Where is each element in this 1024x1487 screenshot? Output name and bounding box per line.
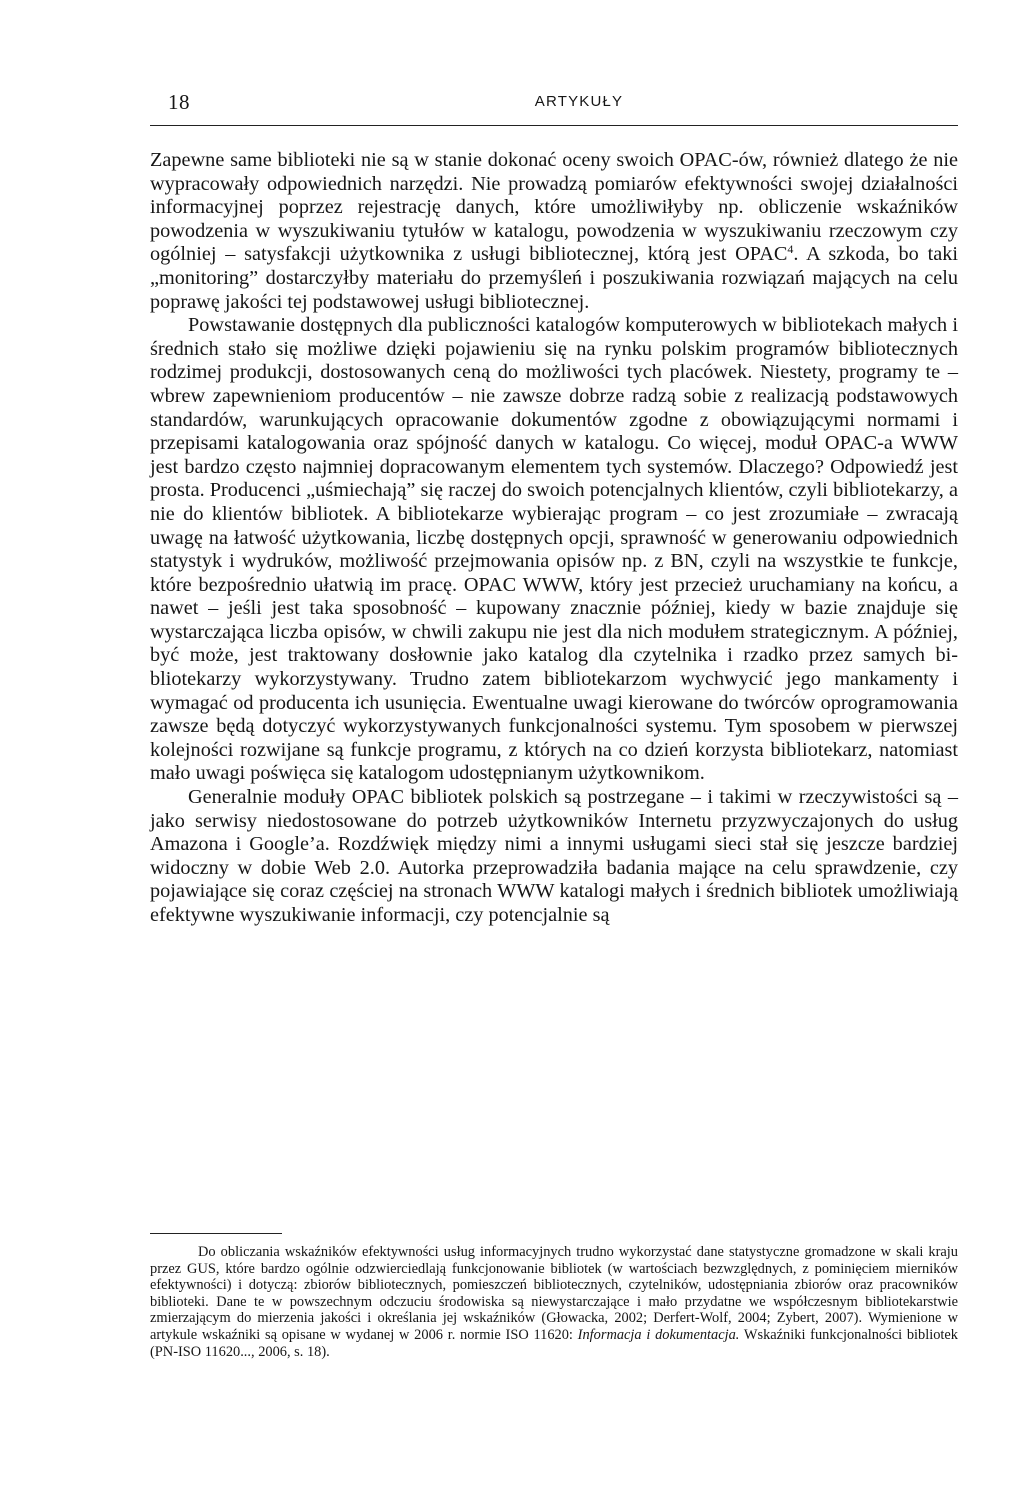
paragraph-1-text-b: . A szkoda, bo taki „monitoring” dostarczyłby materiału do przemyśleń i poszukiwania rozwiązań mających na celu poprawę jakości tej podstawowej usługi bibliotecznej.: [150, 243, 958, 313]
section-title: ARTYKUŁY: [534, 93, 624, 110]
footnote: [150, 1244, 958, 1360]
footnote-4: [150, 1244, 958, 1360]
footnote-reference: 4: [787, 242, 794, 257]
footnote-cited-title: Informacja i dokumentacja.: [577, 1326, 740, 1343]
paragraph-3: Generalnie moduły OPAC bibliotek polskich są postrzegane – i takimi w rzeczywistości są – jako serwisy niedostosowane do potrzeb użytkowników Internetu przyzwyczajonych do usług Amazona i Google’a. Rozdźwięk między nimi a innymi usługami sieci stał się jeszcze bardziej widoczny w dobie Web 2.0. Autorka przeprowadziła badania mające na celu sprawdzenie, czy pojawiające się coraz częściej na stronach WWW katalogi małych i średnich bibliotek umożliwiają efektywne wyszukiwanie informacji, czy potencjalnie są: [150, 786, 958, 926]
paragraph-1-text-a: Zapewne same biblioteki nie są w stanie dokonać oceny swoich OPAC-ów, również dlatego że nie wypracowały odpowiednich narzędzi. Nie prowadzą pomiarów efektywności swojej działalności informacyjnej poprzez rejestrację danych, które umożliwiłyby np. obliczenie wskaźników powodzenia w wyszukiwaniu tytułów w katalogu, powodzenia w wyszukiwaniu rzeczowym czy ogólniej – satysfakcji użytkownika z usługi bibliotecznej, którą jest OPAC: [150, 149, 958, 266]
footnote-rule: [150, 1233, 282, 1234]
running-header: [150, 88, 958, 118]
footnote-text: Do obliczania wskaźników efektywności usług informacyjnych trudno wykorzystać dane statystyczne gromadzone w skali kraju przez GUS, które bardzo ogólnie odzwierciedlają funkcjonowanie bibliotek (w wartościach bezwzględnych, z pominięciem mierników efektywności) i dotyczą: zbiorów bibliotecznych, pomieszczeń bibliotecznych, czytelników, udostępniania zbiorów oraz pracowników biblioteki. Dane te w powszechnym odczuciu środowiska są niewystarczające i mało przydatne we współczesnym bibliotekarstwie zmierzającym do mierzenia jakości i określania jej wskaźników (Głowacka, 2002; Derfert-Wolf, 2004; Zybert, 2007). Wymienione w artykule wskaźniki są opisane w wydanej w 2006 r. normie ISO 11620:: [150, 1244, 958, 1343]
paragraph-2: Powstawanie dostępnych dla publiczności katalogów komputerowych w bibliotekach małych i średnich stało się możliwe dzięki pojawieniu się na rynku polskim programów bibliotecznych rodzimej produkcji, dostosowanych ceną do możliwości tych placówek. Niestety, programy te – wbrew zapewnieniom producentów – nie zawsze dobrze radzą sobie z realizacją podstawowych standardów, warunkujących opracowanie dokumentów zgodne z obowiązującymi normami i przepisami katalogowania oraz spójność danych w katalogu. Co więcej, moduł OPAC-a WWW jest bardzo często najmniej dopracowanym elementem tych systemów. Dlaczego? Odpowiedź jest prosta. Producenci „uśmiechają” się raczej do swoich potencjalnych klientów, czyli bibliotekarzy, a nie do klientów bibliotek. A bibliotekarze wybierając program – co jest zrozumiałe – zwracają uwagę na łatwość użytkowania, liczbę dostępnych opcji, sprawność w generowaniu odpowiednich statystyk i wydruków, możliwość przejmowania opisów np. z BN, czyli na wszystkie te funkcje, które bezpośrednio ułatwią im pracę. OPAC WWW, który jest przecież uruchamiany na końcu, a nawet – jeśli jest taka sposobność – kupowany znacznie później, kiedy w bazie znajduje się wystarczająca liczba opisów, w chwili zakupu nie jest dla nich modułem strategicznym. A później, być może, jest traktowany dosłownie jako katalog dla czytelnika i rzadko przez samych bibliotekarzy wykorzystywany. Trudno zatem bibliotekarzom wychwycić jego mankamenty i wymagać od producenta ich usunięcia. Ewentualne uwagi kierowane do twórców oprogramowania zawsze będą dotyczyć wykorzystywanych funkcjonalności systemu. Tym sposobem w pierwszej kolejności rozwijane są funkcje programu, z których na co dzień korzysta bibliotekarz, natomiast mało uwagi poświęca się katalogom udostępnianym użytkownikom.: [150, 314, 958, 785]
header-rule: [150, 125, 958, 126]
article-body: [150, 149, 958, 928]
page-number: 18: [168, 90, 190, 114]
footnote-tail: Wskaźniki funkcjonalności bibliotek (PN-ISO 11620..., 2006, s. 18).: [150, 1326, 959, 1360]
paragraph-1: [150, 149, 958, 314]
